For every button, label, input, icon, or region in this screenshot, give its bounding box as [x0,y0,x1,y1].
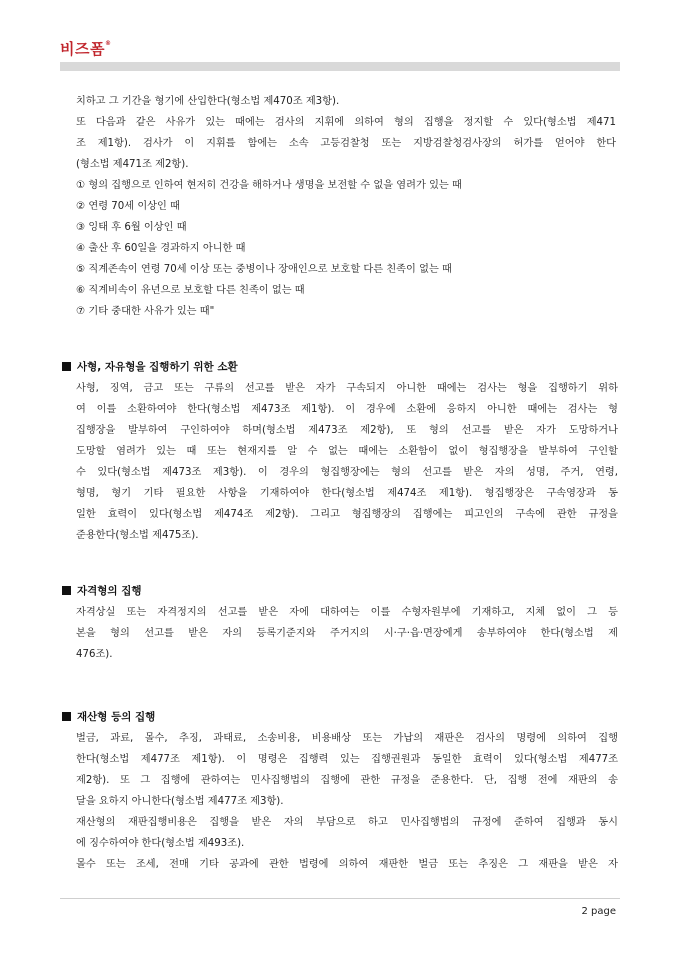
body-line: 집행장을 발부하여 구인하여야 하며(형소법 제473조 제2항), 또 형의 선고를 받은 자가 도망하거나 [76,425,618,436]
body-line: 제2항). 또 그 집행에 관하여는 민사집행법의 집행에 관한 규정을 준용한다. 단, 집행 전에 재판의 송 [76,775,618,786]
registered-mark: ® [104,40,112,47]
body-line: 본을 형의 선고를 받은 자의 등록기준지와 주거지의 시·구·읍·면장에게 송부하여야 한다(형소법 제 [76,628,618,639]
body-line: 재산형의 재판집행비용은 집행을 받은 자의 부담으로 하고 민사집행법의 규정에 준하여 집행과 동시 [76,817,618,828]
section-body [62,602,618,665]
square-bullet-icon [62,586,71,595]
body-line: 벌금, 과료, 몰수, 추징, 과태료, 소송비용, 비용배상 또는 가납의 재판은 검사의 명령에 의하여 집행 [76,733,618,744]
body-line: 한다(형소법 제477조 제1항). 이 명령은 집행력 있는 집행권원과 동일한 효력이 있다(형소법 제477조 [76,754,618,765]
list-item: ⑦ 기타 중대한 사유가 있는 때" [76,306,215,317]
section-qualification-penalty [62,580,618,665]
intro-line: (형소법 제471조 제2항). [76,159,189,170]
section-title: 사형, 자유형을 집행하기 위한 소환 [77,361,238,373]
intro-block [76,91,616,322]
body-line: 도망할 염려가 있는 때 또는 현재지를 알 수 없는 때에는 소환함이 없이 형집행장을 발부하여 구인할 [76,446,618,457]
section-title: 자격형의 집행 [77,585,142,597]
list-item: ② 연령 70세 이상인 때 [76,201,180,212]
body-line: 몰수 또는 조세, 전매 기타 공과에 관한 법령에 의하여 재판한 벌금 또는 추징은 그 재판을 받은 자 [76,859,618,870]
body-line: 사형, 징역, 금고 또는 구류의 선고를 받은 자가 구속되지 아니한 때에는 검사는 형을 집행하기 위하 [76,383,618,394]
body-line: 수 있다(형소법 제473조 제3항). 이 경우의 형집행장에는 형의 선고를 받은 자의 성명, 주거, 연령, [76,467,618,478]
body-line: 준용한다(형소법 제475조). [76,530,199,541]
logo-text: 비즈폼 [60,40,105,58]
section-property-penalty [62,706,618,875]
section-execution-summons [62,356,618,546]
bizform-logo [60,38,111,59]
header-bar [60,62,620,71]
page-number: 2 page [581,906,616,917]
section-heading [62,356,618,378]
square-bullet-icon [62,362,71,371]
body-line: 여 이를 소환하여야 한다(형소법 제473조 제1항). 이 경우에 소환에 응하지 아니한 때에는 검사는 형 [76,404,618,415]
body-line: 일한 효력이 있다(형소법 제474조 제2항). 그리고 형집행장의 집행에는 피고인의 구속에 관한 규정을 [76,509,618,520]
body-line: 476조). [76,649,113,660]
body-line: 자격상실 또는 자격정지의 선고를 받은 자에 대하여는 이를 수형자원부에 기재하고, 지체 없이 그 등 [76,607,618,618]
footer-divider [60,898,620,899]
section-body [62,728,618,875]
list-item: ⑤ 직계존속이 연령 70세 이상 또는 중병이나 장애인으로 보호할 다른 친족이 없는 때 [76,264,452,275]
body-line: 달을 요하지 아니한다(형소법 제477조 제3항). [76,796,284,807]
square-bullet-icon [62,712,71,721]
section-title: 재산형 등의 집행 [77,711,156,723]
list-item: ⑥ 직계비속이 유년으로 보호할 다른 친족이 없는 때 [76,285,305,296]
intro-list [76,175,616,322]
body-line: 형명, 형기 기타 필요한 사항을 기재하여야 한다(형소법 제474조 제1항). 형집행장은 구속영장과 동 [76,488,618,499]
section-heading [62,580,618,602]
list-item: ④ 출산 후 60일을 경과하지 아니한 때 [76,243,246,254]
section-body [62,378,618,546]
intro-line: 치하고 그 기간을 형기에 산입한다(형소법 제470조 제3항). [76,96,340,107]
body-line: 에 징수하여야 한다(형소법 제493조). [76,838,245,849]
list-item: ③ 잉태 후 6월 이상인 때 [76,222,187,233]
section-heading [62,706,618,728]
intro-line: 조 제1항). 검사가 이 지휘를 함에는 소속 고등검찰청 또는 지방검찰청검사장의 허가를 얻어야 한다 [76,138,616,149]
list-item: ① 형의 집행으로 인하여 현저히 건강을 해하거나 생명을 보전할 수 없을 염려가 있는 때 [76,180,462,191]
intro-line: 또 다음과 같은 사유가 있는 때에는 검사의 지휘에 의하여 형의 집행을 정지할 수 있다(형소법 제471 [76,117,616,128]
